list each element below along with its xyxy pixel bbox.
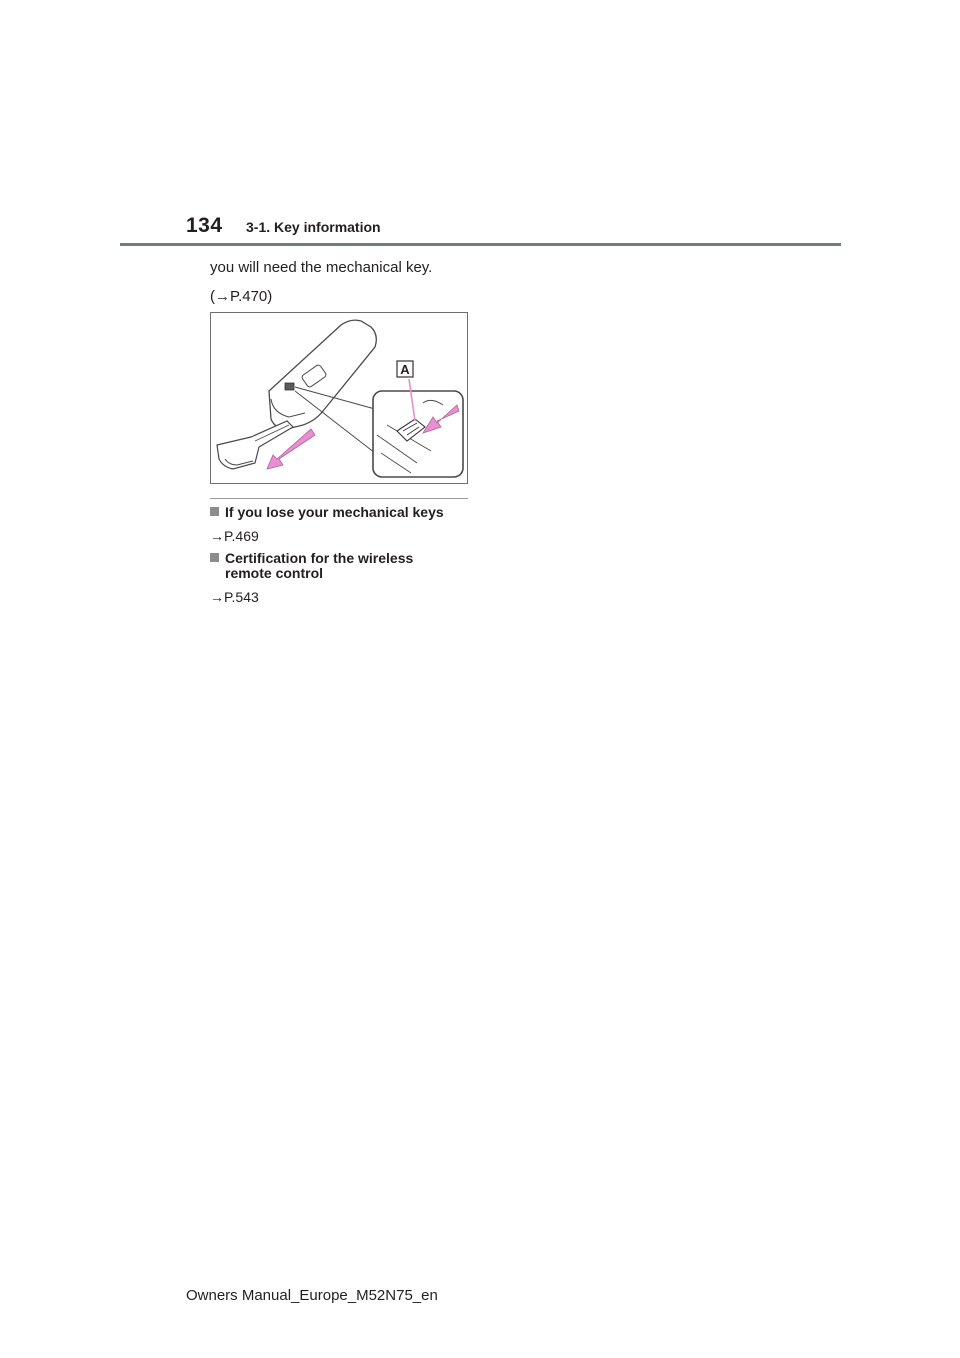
release-knob bbox=[285, 383, 294, 390]
section-title: 3-1. Key information bbox=[246, 219, 381, 235]
topic-heading-certification bbox=[210, 551, 413, 581]
sub-rule bbox=[210, 498, 468, 499]
body-line-1: you will need the mechanical key. bbox=[210, 259, 433, 276]
topic-title: Certification for the wireless bbox=[225, 550, 414, 566]
header-rule bbox=[120, 243, 841, 246]
key-diagram bbox=[211, 313, 467, 483]
topic-ref-certification[interactable]: →P.543 bbox=[210, 589, 259, 605]
topic-marker-icon bbox=[210, 553, 219, 562]
page-reference-link[interactable]: (→P.470) bbox=[210, 288, 273, 305]
topic-title: If you lose your mechanical keys bbox=[225, 504, 444, 520]
page-footer: Owners Manual_Europe_M52N75_en bbox=[186, 1287, 438, 1304]
detail-inset bbox=[373, 391, 463, 477]
topic-title-continued: remote control bbox=[225, 565, 324, 581]
topic-marker-icon bbox=[210, 507, 219, 516]
topic-heading-lost-keys bbox=[210, 505, 444, 520]
page-number: 134 bbox=[186, 214, 223, 237]
key-illustration bbox=[210, 312, 468, 484]
topic-ref-lost-keys[interactable]: →P.469 bbox=[210, 528, 259, 544]
callout-label: A bbox=[400, 362, 410, 377]
